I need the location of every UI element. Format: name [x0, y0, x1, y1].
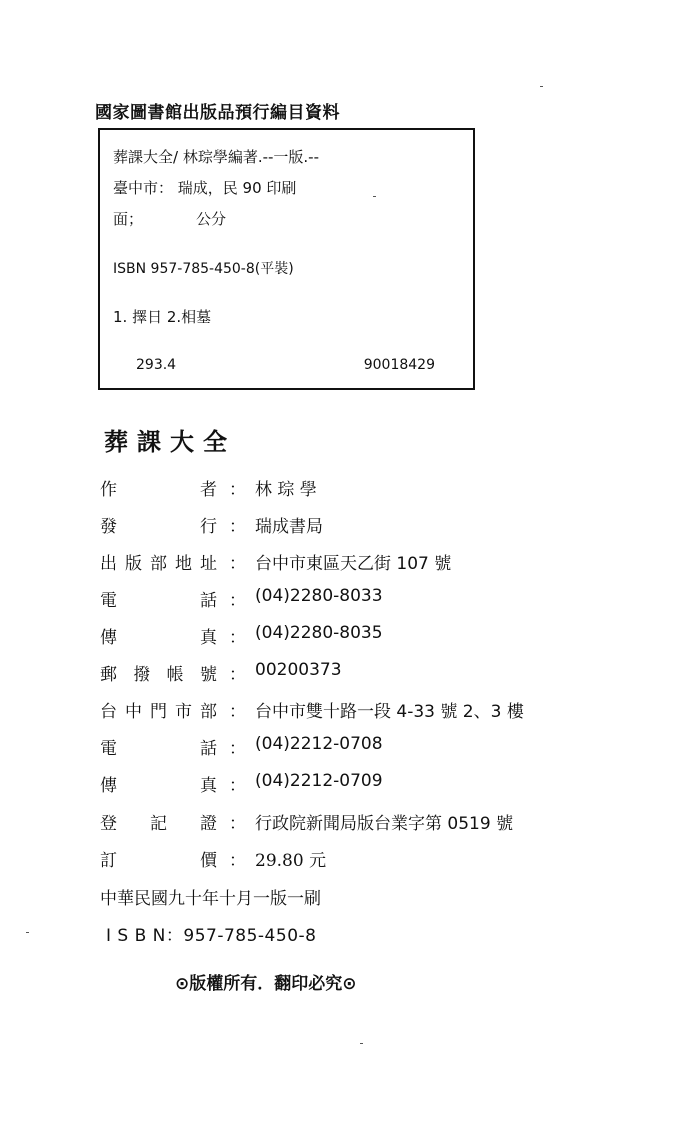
cip-control-number: 90018429 — [363, 357, 435, 373]
label-char: 地 — [175, 554, 192, 574]
info-label — [100, 734, 217, 759]
label-char: 傳 — [100, 776, 117, 796]
cip-classification: 293.4 — [136, 357, 177, 373]
colon: ： — [229, 480, 246, 500]
scan-speck — [540, 86, 543, 87]
scan-speck — [373, 196, 376, 197]
label-char: 電 — [100, 591, 117, 611]
colon: ： — [229, 851, 246, 871]
cip-pages-label: 面； — [113, 210, 144, 228]
label-char: 記 — [150, 814, 167, 834]
info-value: 台中市雙十路一段 4-33 號 2、3 樓 — [255, 702, 524, 722]
colon: ： — [229, 702, 246, 722]
label-char: 證 — [200, 814, 217, 834]
book-title: 葬課大全 — [104, 428, 236, 456]
colon: ： — [229, 665, 246, 685]
cip-subjects-line: 1. 擇日 2.相墓 — [113, 308, 212, 326]
label-char: 郵 — [100, 665, 117, 685]
scan-speck — [360, 1043, 363, 1044]
label-char: 登 — [100, 814, 117, 834]
cip-isbn-line: ISBN 957-785-450-8(平裝) — [113, 261, 294, 277]
label-char: 中 — [125, 702, 142, 722]
colon: ： — [229, 628, 246, 648]
label-char: 真 — [200, 776, 217, 796]
label-char: 話 — [200, 739, 217, 759]
info-label — [100, 660, 217, 685]
label-char: 價 — [200, 851, 217, 871]
info-label — [100, 623, 217, 648]
info-label — [100, 512, 217, 537]
info-label — [100, 846, 217, 871]
info-value: 台中市東區天乙街 107 號 — [255, 554, 452, 574]
label-char: 址 — [200, 554, 217, 574]
edition-statement: 中華民國九十年十月一版一刷 — [100, 889, 321, 909]
cip-heading: 國家圖書館出版品預行編目資料 — [95, 103, 340, 123]
info-value: 行政院新聞局版台業字第 0519 號 — [255, 814, 514, 834]
info-label — [100, 586, 217, 611]
info-value: (04)2280-8035 — [255, 623, 383, 643]
scan-speck — [26, 932, 29, 933]
cip-record-box — [98, 128, 475, 390]
info-value: 29.80 元 — [255, 851, 327, 871]
info-label — [100, 809, 217, 834]
label-char: 部 — [150, 554, 167, 574]
colon: ： — [229, 776, 246, 796]
colon: ： — [229, 591, 246, 611]
info-value: (04)2212-0708 — [255, 734, 383, 754]
label-char: 傳 — [100, 628, 117, 648]
label-char: 作 — [100, 480, 117, 500]
cip-size-label: 公分 — [196, 210, 227, 228]
info-value: (04)2212-0709 — [255, 771, 383, 791]
label-char: 門 — [150, 702, 167, 722]
info-value: (04)2280-8033 — [255, 586, 383, 606]
isbn-footer: I S B N：957-785-450-8 — [106, 926, 317, 946]
colon: ： — [229, 739, 246, 759]
label-char: 出 — [100, 554, 117, 574]
label-char: 電 — [100, 739, 117, 759]
info-value: 林 琮 學 — [255, 480, 317, 500]
info-value: 00200373 — [255, 660, 342, 680]
colon: ： — [229, 517, 246, 537]
label-char: 版 — [125, 554, 142, 574]
info-label — [100, 697, 217, 722]
colon: ： — [229, 554, 246, 574]
label-char: 真 — [200, 628, 217, 648]
cip-title-line: 葬課大全/ 林琮學編著.--一版.-- — [113, 148, 320, 166]
info-value: 瑞成書局 — [255, 517, 323, 537]
info-label — [100, 475, 217, 500]
label-char: 者 — [200, 480, 217, 500]
label-char: 行 — [200, 517, 217, 537]
label-char: 話 — [200, 591, 217, 611]
label-char: 台 — [100, 702, 117, 722]
info-label — [100, 771, 217, 796]
label-char: 發 — [100, 517, 117, 537]
label-char: 訂 — [100, 851, 117, 871]
copyright-notice: ⊙版權所有．翻印必究⊙ — [175, 974, 357, 994]
info-label — [100, 549, 217, 574]
label-char: 帳 — [166, 665, 184, 685]
label-char: 市 — [175, 702, 192, 722]
label-char: 號 — [199, 665, 217, 685]
label-char: 撥 — [133, 665, 151, 685]
label-char: 部 — [200, 702, 217, 722]
cip-publisher-line: 臺中市： 瑞成，民 90 印刷 — [113, 179, 297, 197]
colon: ： — [229, 814, 246, 834]
